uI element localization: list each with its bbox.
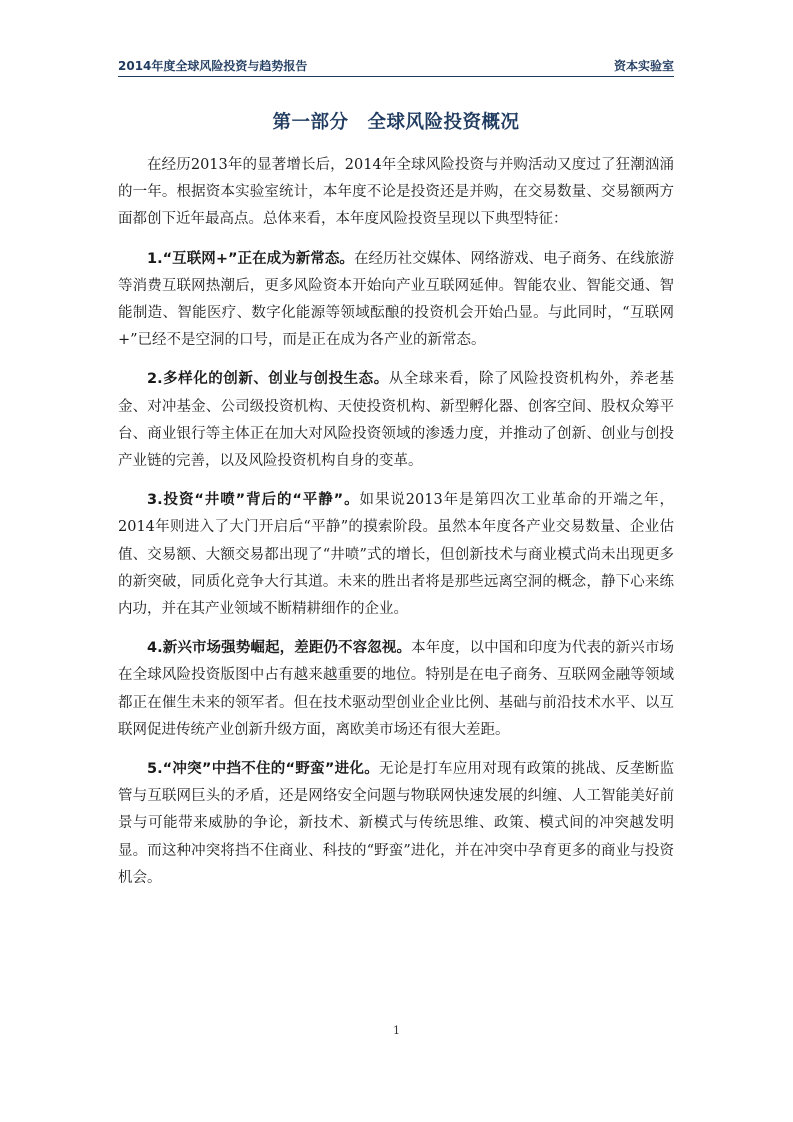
feature-text-5: 无论是打车应用对现有政策的挑战、反垄断监管与互联网巨头的矛盾，还是网络安全问题与物联网快速发展的纠缠、人工智能美好前景与可能带来威胁的争论，新技术、新模式与传统思维、政策、模式间的冲突越发明显。而这种冲突将挡不住商业、科技的“野蛮”进化，并在冲突中孕育更多的商业与投资机会。 — [118, 761, 675, 886]
intro-paragraph: 在经历2013年的显著增长后，2014年全球风险投资与并购活动又度过了狂潮汹涌的一年。根据资本实验室统计，本年度不论是投资还是并购，在交易数量、交易额两方面都创下近年最高点。总体来看，本年度风险投资呈现以下典型特征： — [118, 157, 674, 228]
feature-text-2: 从全球来看，除了风险投资机构外，养老基金、对冲基金、公司级投资机构、天使投资机构、新型孵化器、创客空间、股权众筹平台、商业银行等主体正在加大对风险投资领域的渗透力度，并推动了创新、创业与创投产业链的完善，以及风险投资机构自身的变革。 — [118, 371, 675, 470]
feature-text-3: 如果说2013年是第四次工业革命的开端之年，2014年则进入了大门开启后“平静”的摸索阶段。虽然本年度各产业交易数量、企业估值、交易额、大额交易都出现了“井喷”式的增长，但创新技术与商业模式尚未出现更多的新突破，同质化竞争大行其道。未来的胜出者将是那些远离空洞的概念，静下心来练内功，并在其产业领域不断精耕细作的企业。 — [118, 492, 674, 618]
feature-paragraph-5 — [118, 756, 674, 892]
feature-text-1: 在经历社交媒体、网络游戏、电子商务、在线旅游等消费互联网热潮后，更多风险资本开始向产业互联网延伸。智能农业、智能交通、智能制造、智能医疗、数字化能源等领域酝酿的投资机会开始凸显。与此同时，“互联网+”已经不是空洞的口号，而是正在成为各产业的新常态。 — [118, 250, 674, 349]
body-text — [118, 152, 674, 904]
feature-paragraph-2 — [118, 366, 674, 475]
feature-text-4: 本年度，以中国和印度为代表的新兴市场在全球风险投资版图中占有越来越重要的地位。特别是在电子商务、互联网金融等领域都正在催生未来的领军者。但在技术驱动型创业企业比例、基础与前沿技术水平、以互联网促进传统产业创新升级方面，离欧美市场还有很大差距。 — [118, 640, 674, 738]
feature-lead-4: 4.新兴市场强势崛起，差距仍不容忽视。 — [147, 640, 412, 657]
page-number: 1 — [393, 1024, 400, 1037]
feature-lead-1: 1.“互联网+”正在成为新常态。 — [147, 250, 354, 267]
feature-lead-2: 2.多样化的创新、创业与创投生态。 — [147, 371, 389, 388]
feature-paragraph-3 — [118, 487, 674, 623]
feature-lead-3: 3.投资“井喷”背后的“平静”。 — [147, 492, 360, 509]
header-report-title: 2014年度全球风险投资与趋势报告 — [118, 59, 308, 73]
feature-lead-5: 5.“冲突”中挡不住的“野蛮”进化。 — [147, 761, 379, 778]
feature-paragraph-1 — [118, 246, 674, 355]
section-title: 第一部分 全球风险投资概况 — [272, 112, 520, 133]
feature-paragraph-4 — [118, 635, 674, 744]
running-header — [118, 54, 674, 77]
header-publisher: 资本实验室 — [613, 59, 674, 73]
